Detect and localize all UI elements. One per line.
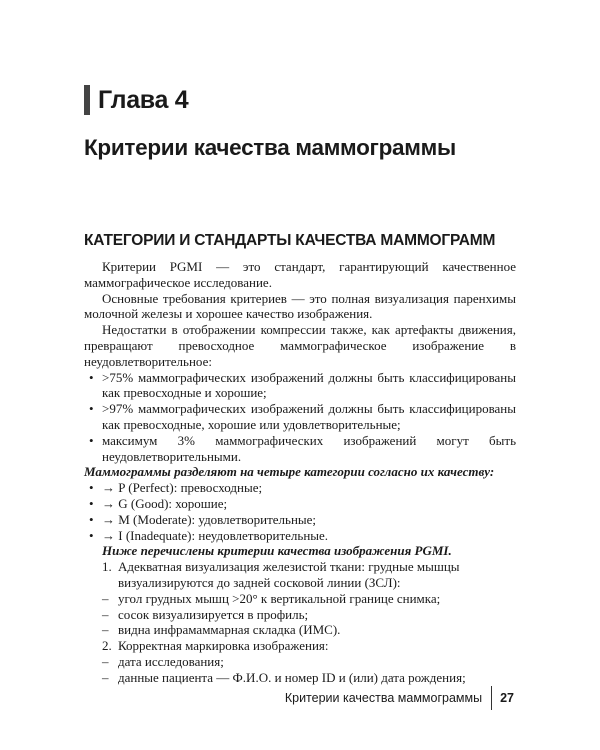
criteria-number: 1. (102, 559, 112, 575)
page-number: 27 (500, 691, 514, 705)
categories-heading: Маммограммы разделяют на четыре категории согласно их качеству: (84, 464, 495, 480)
chapter-marker-bar (84, 85, 90, 115)
criteria-list (84, 559, 516, 685)
chapter-title: Критерии качества маммограммы (84, 135, 456, 160)
list-item: • максимум 3% маммографических изображений могут быть неудовлетворительными. (84, 433, 516, 465)
list-item: – данные пациента — Ф.И.О. и номер ID и (или) дата рождения; (84, 670, 516, 686)
list-item: • → P (Perfect): превосходные; (84, 480, 516, 496)
paragraph: Основные требования критериев — это полная визуализация паренхимы молочной железы и хорошее качество изображения. (84, 290, 516, 322)
list-item: • → I (Inadequate): неудовлетворительные. (84, 528, 516, 544)
list-item: – дата исследования; (84, 654, 516, 670)
running-title: Критерии качества маммограммы (284, 691, 483, 705)
list-item: – видна инфрамаммарная складка (ИМС). (84, 622, 516, 638)
list-item: • → G (Good): хорошие; (84, 496, 516, 512)
requirements-list (84, 370, 516, 465)
chapter-header (84, 85, 188, 115)
criteria-number: 2. (102, 638, 112, 654)
chapter-label: Глава 4 (98, 85, 189, 114)
categories-list (84, 480, 516, 543)
body-text (84, 259, 516, 686)
list-item: – сосок визуализируется в профиль; (84, 607, 516, 623)
criteria-item (84, 638, 516, 654)
list-item: • >97% маммографических изображений должны быть классифицированы как превосходные, хорошие или удовлетворительные; (84, 401, 516, 433)
criteria-text: Адекватная визуализация железистой ткани: грудные мышцы визуализируются до задней сосковой линии (ЗСЛ): (118, 559, 460, 590)
footer-divider (491, 686, 492, 710)
list-item: • >75% маммографических изображений должны быть классифицированы как превосходные и хорошие; (84, 370, 516, 402)
criteria-item (84, 559, 516, 591)
page-footer (285, 686, 514, 710)
criteria-heading: Ниже перечислены критерии качества изображения PGMI. (102, 543, 452, 559)
paragraph: Недостатки в отображении компрессии также, как артефакты движения, превращают превосходное маммографическое изображение в неудовлетворительное: (84, 322, 516, 369)
list-item: • → M (Moderate): удовлетворительные; (84, 512, 516, 528)
criteria-subitems (84, 591, 516, 638)
paragraph: Критерии PGMI — это стандарт, гарантирующий качественное маммографическое исследование. (84, 259, 516, 290)
criteria-text: Корректная маркировка изображения: (118, 638, 329, 654)
section-heading: КАТЕГОРИИ И СТАНДАРТЫ КАЧЕСТВА МАММОГРАММ (84, 232, 496, 249)
criteria-subitems (84, 654, 516, 686)
list-item: – угол грудных мышц >20° к вертикальной границе снимка; (84, 591, 516, 607)
